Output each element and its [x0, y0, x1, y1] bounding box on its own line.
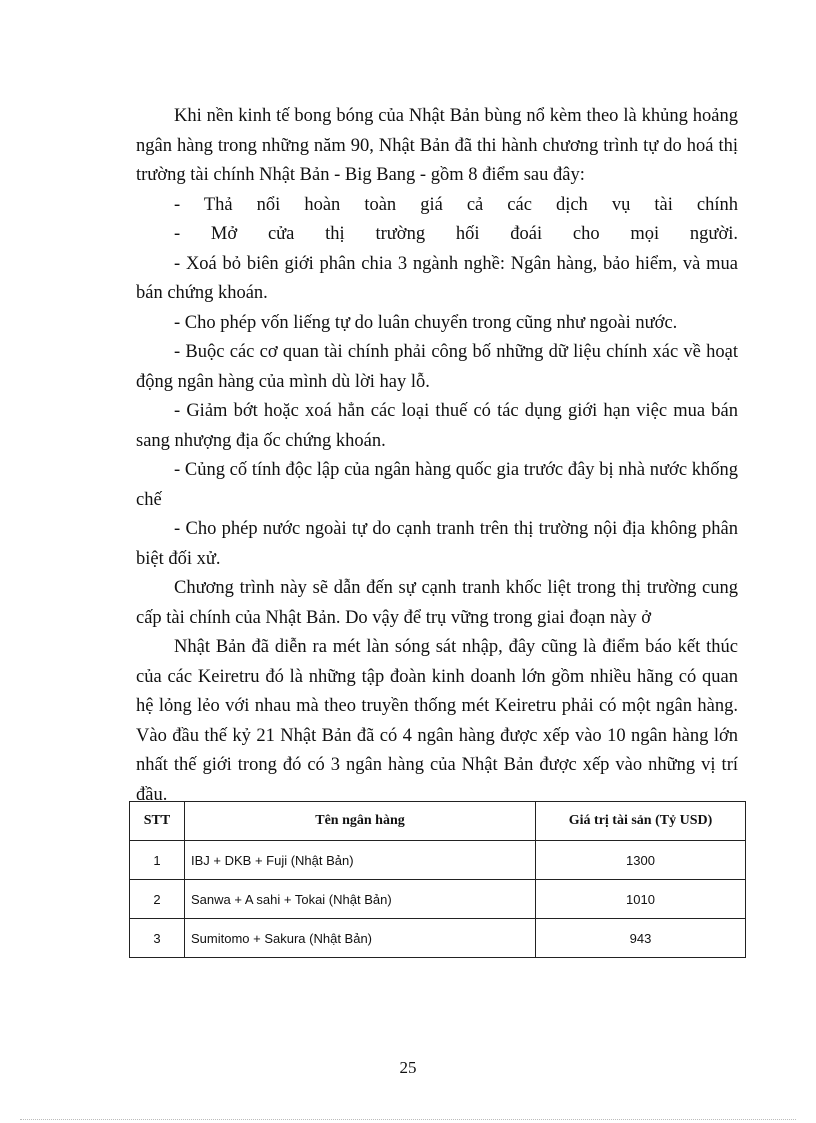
list-item-3: - Xoá bỏ biên giới phân chia 3 ngành nghề: Ngân hàng, bảo hiểm, và mua bán chứng khoán. — [136, 253, 738, 303]
paragraph-program: Chương trình này sẽ dẫn đến sự cạnh tranh khốc liệt trong thị trường cung cấp tài chính của Nhật Bản. Do vậy để trụ vững trong giai đoạn này ở — [136, 578, 738, 628]
bank-assets-table — [129, 801, 746, 958]
cell-stt: 3 — [130, 919, 185, 958]
paragraph-intro: Khi nền kinh tế bong bóng của Nhật Bản bùng nổ kèm theo là khủng hoảng ngân hàng trong những năm 90, Nhật Bản đã thi hành chương trình tự do hoá thị trường tài chính Nhật Bản - Big Bang - gồm 8 điểm sau đây: — [136, 106, 738, 185]
header-stt: STT — [130, 802, 185, 841]
cell-asset-value: 1300 — [536, 841, 746, 880]
list-item-6: - Giảm bớt hoặc xoá hẳn các loại thuế có tác dụng giới hạn việc mua bán sang nhượng địa ốc chứng khoán. — [136, 401, 738, 451]
page-border-divider — [20, 1119, 796, 1120]
body-text — [136, 102, 738, 810]
paragraph-merger: Nhật Bản đã diễn ra mét làn sóng sát nhập, đây cũng là điểm báo kết thúc của các Keiretru đó là những tập đoàn kinh doanh lớn gồm nhiều hãng có quan hệ lỏng lẻo với nhau mà theo truyền thống mét Keiretru phải có một ngân hàng. Vào đầu thế kỷ 21 Nhật Bản đã có 4 ngân hàng được xếp vào 10 ngân hàng lớn nhất thế giới trong đó có 3 ngân hàng của Nhật Bản được xếp vào những vị trí đầu. — [136, 637, 738, 805]
cell-bank-name: Sanwa + A sahi + Tokai (Nhật Bản) — [185, 880, 536, 919]
cell-asset-value: 1010 — [536, 880, 746, 919]
table-row — [130, 880, 746, 919]
list-item-5: - Buộc các cơ quan tài chính phải công bố những dữ liệu chính xác về hoạt động ngân hàng của mình dù lời hay lỗ. — [136, 342, 738, 392]
header-bank-name: Tên ngân hàng — [185, 802, 536, 841]
page-number: 25 — [399, 1058, 417, 1077]
cell-bank-name: Sumitomo + Sakura (Nhật Bản) — [185, 919, 536, 958]
list-item-1: - Thả nổi hoàn toàn giá cả các dịch vụ tài chính — [174, 194, 738, 215]
cell-bank-name: IBJ + DKB + Fuji (Nhật Bản) — [185, 841, 536, 880]
cell-asset-value: 943 — [536, 919, 746, 958]
cell-stt: 1 — [130, 841, 185, 880]
cell-stt: 2 — [130, 880, 185, 919]
list-item-7: - Củng cố tính độc lập của ngân hàng quốc gia trước đây bị nhà nước khống chế — [136, 460, 738, 510]
table-header-row — [130, 802, 746, 841]
header-asset-value: Giá trị tài sản (Tỷ USD) — [536, 802, 746, 841]
list-item-2: - Mở cửa thị trường hối đoái cho mọi người. — [174, 224, 738, 244]
list-item-8: - Cho phép nước ngoài tự do cạnh tranh trên thị trường nội địa không phân biệt đối xử. — [136, 519, 738, 569]
table-row — [130, 841, 746, 880]
list-item-4: - Cho phép vốn liếng tự do luân chuyển trong cũng như ngoài nước. — [174, 312, 678, 333]
table-row — [130, 919, 746, 958]
